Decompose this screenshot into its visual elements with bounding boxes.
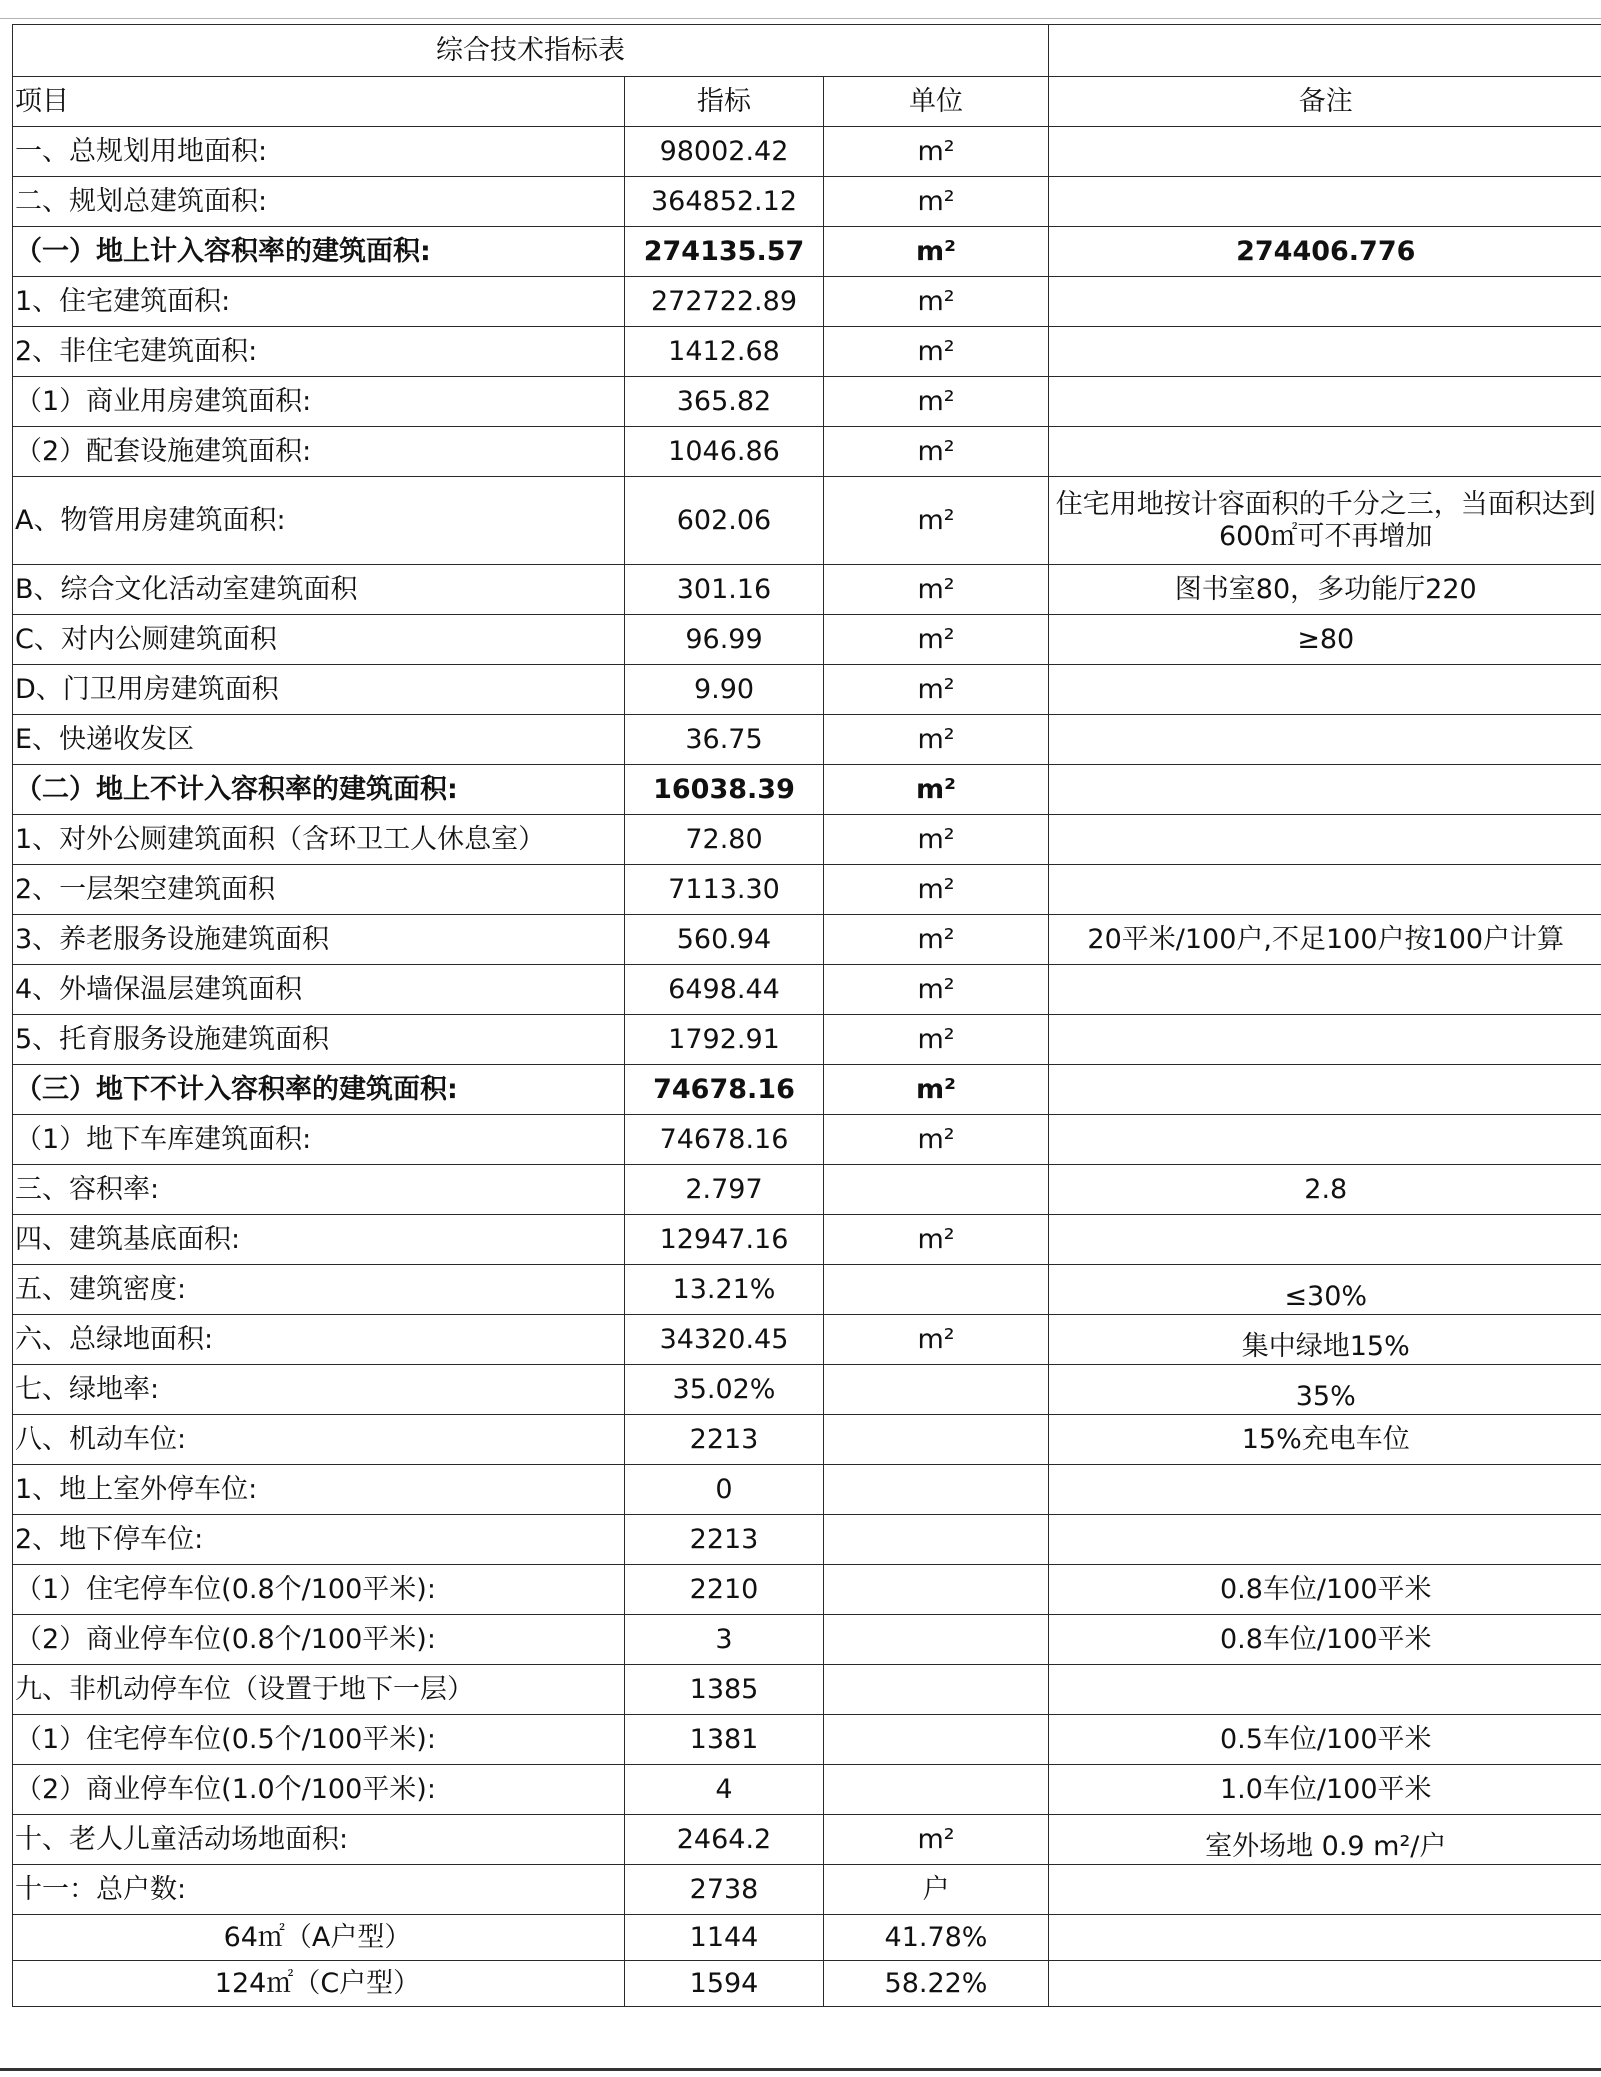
table-row xyxy=(13,1615,1601,1665)
row-item: 1、地上室外停车位: xyxy=(13,1465,625,1515)
row-value: 3 xyxy=(625,1615,824,1665)
row-value: 1046.86 xyxy=(625,427,824,477)
table-row xyxy=(13,1415,1601,1465)
row-note: 室外场地 0.9 m²/户 xyxy=(1049,1815,1601,1865)
row-item: 三、容积率: xyxy=(13,1165,625,1215)
table-row xyxy=(13,1961,1601,2007)
row-unit: m² xyxy=(824,665,1049,715)
row-value: 96.99 xyxy=(625,615,824,665)
table-title: 综合技术指标表 xyxy=(13,25,1049,77)
row-value: 272722.89 xyxy=(625,277,824,327)
row-note: 集中绿地15% xyxy=(1049,1315,1601,1365)
header-unit: 单位 xyxy=(824,77,1049,127)
table-row xyxy=(13,865,1601,915)
row-unit: m² xyxy=(824,1015,1049,1065)
table-row xyxy=(13,1515,1601,1565)
row-value: 1144 xyxy=(625,1915,824,1961)
row-value: 13.21% xyxy=(625,1265,824,1315)
row-unit: m² xyxy=(824,1815,1049,1865)
row-value: 1381 xyxy=(625,1715,824,1765)
table-row xyxy=(13,1015,1601,1065)
row-item: （1）住宅停车位(0.5个/100平米): xyxy=(13,1715,625,1765)
table-row xyxy=(13,1915,1601,1961)
row-unit: m² xyxy=(824,227,1049,277)
row-unit: m² xyxy=(824,277,1049,327)
row-value: 1412.68 xyxy=(625,327,824,377)
row-value: 36.75 xyxy=(625,715,824,765)
row-item: 64㎡（A户型） xyxy=(13,1915,625,1961)
table-row xyxy=(13,227,1601,277)
row-unit xyxy=(824,1715,1049,1765)
table-row xyxy=(13,1365,1601,1415)
table-row xyxy=(13,1265,1601,1315)
table-row xyxy=(13,915,1601,965)
row-item: 十一：总户数: xyxy=(13,1865,625,1915)
row-value: 34320.45 xyxy=(625,1315,824,1365)
row-value: 2213 xyxy=(625,1415,824,1465)
header-row xyxy=(13,77,1601,127)
row-note xyxy=(1049,965,1601,1015)
row-note xyxy=(1049,1961,1601,2007)
row-value: 72.80 xyxy=(625,815,824,865)
row-item: C、对内公厕建筑面积 xyxy=(13,615,625,665)
row-item: 六、总绿地面积: xyxy=(13,1315,625,1365)
row-item: （2）商业停车位(1.0个/100平米): xyxy=(13,1765,625,1815)
row-value: 98002.42 xyxy=(625,127,824,177)
table-row xyxy=(13,1715,1601,1765)
row-note: 35% xyxy=(1049,1365,1601,1415)
row-value: 12947.16 xyxy=(625,1215,824,1265)
row-item: 124㎡（C户型） xyxy=(13,1961,625,2007)
row-item: （1）住宅停车位(0.8个/100平米): xyxy=(13,1565,625,1615)
row-unit xyxy=(824,1415,1049,1465)
table-row xyxy=(13,1315,1601,1365)
row-note: ≤30% xyxy=(1049,1265,1601,1315)
row-item: 九、非机动停车位（设置于地下一层） xyxy=(13,1665,625,1715)
row-value: 364852.12 xyxy=(625,177,824,227)
table-row xyxy=(13,1665,1601,1715)
row-unit: m² xyxy=(824,965,1049,1015)
row-unit xyxy=(824,1565,1049,1615)
title-blank-cell xyxy=(1049,25,1601,77)
title-row xyxy=(13,25,1601,77)
row-unit xyxy=(824,1765,1049,1815)
row-value: 6498.44 xyxy=(625,965,824,1015)
table-row xyxy=(13,1815,1601,1865)
row-unit: m² xyxy=(824,1065,1049,1115)
row-note xyxy=(1049,327,1601,377)
table-row xyxy=(13,1565,1601,1615)
row-item: 5、托育服务设施建筑面积 xyxy=(13,1015,625,1065)
row-note: 2.8 xyxy=(1049,1165,1601,1215)
table-row xyxy=(13,715,1601,765)
row-item: 八、机动车位: xyxy=(13,1415,625,1465)
row-value: 2.797 xyxy=(625,1165,824,1215)
row-value: 274135.57 xyxy=(625,227,824,277)
row-unit: 41.78% xyxy=(824,1915,1049,1961)
table-row xyxy=(13,615,1601,665)
row-note: 1.0车位/100平米 xyxy=(1049,1765,1601,1815)
row-unit xyxy=(824,1165,1049,1215)
row-unit: 户 xyxy=(824,1865,1049,1915)
row-unit: 58.22% xyxy=(824,1961,1049,2007)
table-row xyxy=(13,1165,1601,1215)
row-item: 2、一层架空建筑面积 xyxy=(13,865,625,915)
row-note: 图书室80，多功能厅220 xyxy=(1049,565,1601,615)
row-value: 301.16 xyxy=(625,565,824,615)
table-row xyxy=(13,477,1601,565)
table-row xyxy=(13,965,1601,1015)
row-note xyxy=(1049,715,1601,765)
row-value: 1385 xyxy=(625,1665,824,1715)
table-row xyxy=(13,1465,1601,1515)
row-value: 4 xyxy=(625,1765,824,1815)
row-value: 2213 xyxy=(625,1515,824,1565)
row-note xyxy=(1049,665,1601,715)
table-row xyxy=(13,1215,1601,1265)
row-unit: m² xyxy=(824,1115,1049,1165)
table-row xyxy=(13,1115,1601,1165)
table-row xyxy=(13,377,1601,427)
row-unit xyxy=(824,1365,1049,1415)
row-unit xyxy=(824,1665,1049,1715)
row-note: 住宅用地按计容面积的千分之三，当面积达到600㎡可不再增加 xyxy=(1049,477,1601,565)
row-unit xyxy=(824,1465,1049,1515)
row-item: （2）商业停车位(0.8个/100平米): xyxy=(13,1615,625,1665)
row-note xyxy=(1049,1915,1601,1961)
row-note xyxy=(1049,427,1601,477)
row-unit: m² xyxy=(824,865,1049,915)
row-item: E、快递收发区 xyxy=(13,715,625,765)
row-note: 0.8车位/100平米 xyxy=(1049,1615,1601,1665)
row-item: 一、总规划用地面积: xyxy=(13,127,625,177)
row-item: 十、老人儿童活动场地面积: xyxy=(13,1815,625,1865)
table-row xyxy=(13,665,1601,715)
row-item: B、综合文化活动室建筑面积 xyxy=(13,565,625,615)
row-note xyxy=(1049,1065,1601,1115)
table-row xyxy=(13,565,1601,615)
row-unit: m² xyxy=(824,427,1049,477)
row-note: 274406.776 xyxy=(1049,227,1601,277)
row-value: 0 xyxy=(625,1465,824,1515)
row-value: 2738 xyxy=(625,1865,824,1915)
row-value: 602.06 xyxy=(625,477,824,565)
row-value: 560.94 xyxy=(625,915,824,965)
row-note xyxy=(1049,1665,1601,1715)
row-unit: m² xyxy=(824,815,1049,865)
row-note xyxy=(1049,1115,1601,1165)
row-note xyxy=(1049,1215,1601,1265)
row-unit: m² xyxy=(824,715,1049,765)
row-item: 四、建筑基底面积: xyxy=(13,1215,625,1265)
page-bottom-rule xyxy=(0,2068,1601,2071)
row-item: 3、养老服务设施建筑面积 xyxy=(13,915,625,965)
row-note xyxy=(1049,177,1601,227)
row-item: （2）配套设施建筑面积: xyxy=(13,427,625,477)
row-unit: m² xyxy=(824,477,1049,565)
table-row xyxy=(13,427,1601,477)
row-item: D、门卫用房建筑面积 xyxy=(13,665,625,715)
row-unit: m² xyxy=(824,765,1049,815)
row-note xyxy=(1049,377,1601,427)
row-note xyxy=(1049,865,1601,915)
row-item: （三）地下不计入容积率的建筑面积: xyxy=(13,1065,625,1115)
row-unit: m² xyxy=(824,327,1049,377)
row-unit xyxy=(824,1515,1049,1565)
table-row xyxy=(13,277,1601,327)
row-item: 4、外墙保温层建筑面积 xyxy=(13,965,625,1015)
row-unit: m² xyxy=(824,615,1049,665)
row-value: 35.02% xyxy=(625,1365,824,1415)
row-value: 9.90 xyxy=(625,665,824,715)
row-note: 0.5车位/100平米 xyxy=(1049,1715,1601,1765)
table-body xyxy=(13,25,1601,2007)
row-value: 365.82 xyxy=(625,377,824,427)
table-row xyxy=(13,327,1601,377)
header-item: 项目 xyxy=(13,77,625,127)
row-note xyxy=(1049,765,1601,815)
row-item: （1）商业用房建筑面积: xyxy=(13,377,625,427)
table-row xyxy=(13,127,1601,177)
row-unit: m² xyxy=(824,1215,1049,1265)
technical-indicator-table xyxy=(12,24,1601,2007)
row-value: 74678.16 xyxy=(625,1065,824,1115)
table-row xyxy=(13,815,1601,865)
row-item: A、物管用房建筑面积: xyxy=(13,477,625,565)
row-item: 1、住宅建筑面积: xyxy=(13,277,625,327)
row-value: 1594 xyxy=(625,1961,824,2007)
row-item: （1）地下车库建筑面积: xyxy=(13,1115,625,1165)
row-note xyxy=(1049,815,1601,865)
row-unit: m² xyxy=(824,177,1049,227)
row-unit: m² xyxy=(824,915,1049,965)
row-note xyxy=(1049,127,1601,177)
row-note xyxy=(1049,1515,1601,1565)
table-row xyxy=(13,1065,1601,1115)
row-item: 七、绿地率: xyxy=(13,1365,625,1415)
table-row xyxy=(13,177,1601,227)
table-row xyxy=(13,765,1601,815)
row-value: 74678.16 xyxy=(625,1115,824,1165)
row-value: 2210 xyxy=(625,1565,824,1615)
row-unit: m² xyxy=(824,1315,1049,1365)
row-note: 15%充电车位 xyxy=(1049,1415,1601,1465)
table-row xyxy=(13,1865,1601,1915)
row-note xyxy=(1049,277,1601,327)
row-unit: m² xyxy=(824,565,1049,615)
row-note xyxy=(1049,1865,1601,1915)
row-note: 20平米/100户,不足100户按100户计算 xyxy=(1049,915,1601,965)
row-item: （一）地上计入容积率的建筑面积: xyxy=(13,227,625,277)
row-value: 2464.2 xyxy=(625,1815,824,1865)
row-value: 16038.39 xyxy=(625,765,824,815)
header-note: 备注 xyxy=(1049,77,1601,127)
row-item: （二）地上不计入容积率的建筑面积: xyxy=(13,765,625,815)
row-item: 五、建筑密度: xyxy=(13,1265,625,1315)
row-item: 二、规划总建筑面积: xyxy=(13,177,625,227)
page-top-rule xyxy=(0,18,1601,19)
row-item: 2、地下停车位: xyxy=(13,1515,625,1565)
row-item: 1、对外公厕建筑面积（含环卫工人休息室） xyxy=(13,815,625,865)
table-row xyxy=(13,1765,1601,1815)
row-item: 2、非住宅建筑面积: xyxy=(13,327,625,377)
row-note xyxy=(1049,1015,1601,1065)
row-unit xyxy=(824,1615,1049,1665)
row-unit xyxy=(824,1265,1049,1315)
row-unit: m² xyxy=(824,377,1049,427)
row-note: 0.8车位/100平米 xyxy=(1049,1565,1601,1615)
header-value: 指标 xyxy=(625,77,824,127)
row-value: 1792.91 xyxy=(625,1015,824,1065)
row-note: ≥80 xyxy=(1049,615,1601,665)
row-unit: m² xyxy=(824,127,1049,177)
row-note xyxy=(1049,1465,1601,1515)
row-value: 7113.30 xyxy=(625,865,824,915)
